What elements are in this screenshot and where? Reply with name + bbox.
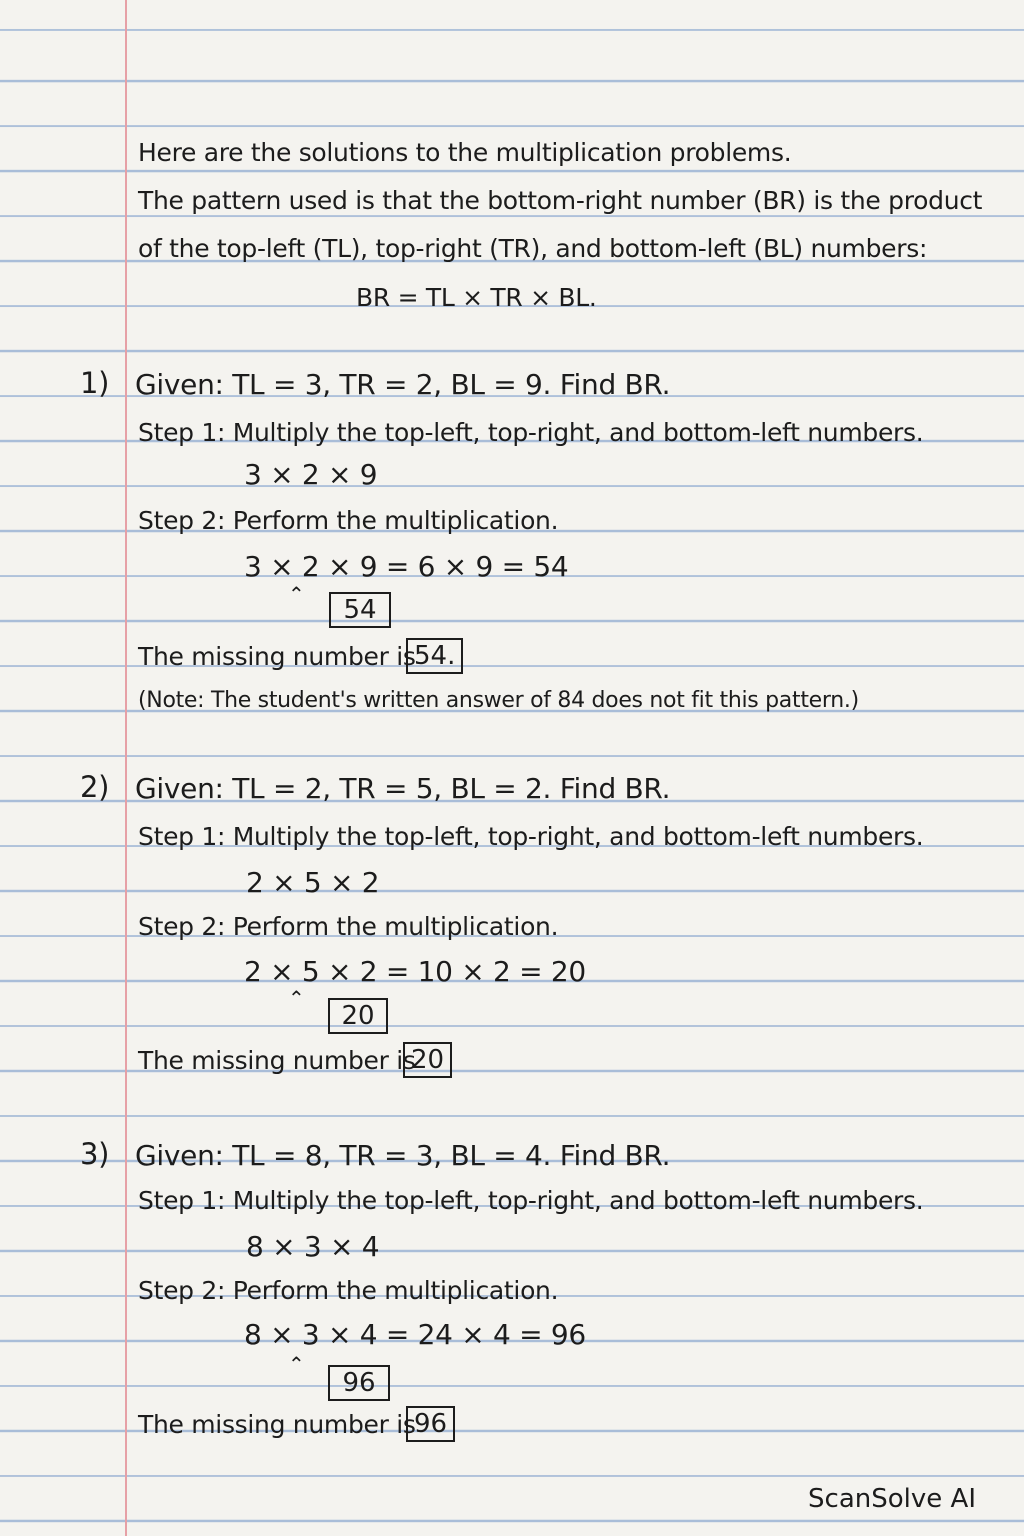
intro-line-1: Here are the solutions to the multiplication problems. — [138, 138, 792, 167]
problem-2-boxed-result: 20 — [328, 998, 388, 1034]
problem-2-answer-label: The missing number is — [138, 1046, 416, 1075]
arrow-mark-icon: ⌃ — [288, 986, 305, 1010]
problem-1-step1: Step 1: Multiply the top-left, top-right, and bottom-left numbers. — [138, 418, 924, 447]
arrow-mark-icon: ⌃ — [288, 582, 305, 606]
problem-3-step1: Step 1: Multiply the top-left, top-right, and bottom-left numbers. — [138, 1186, 924, 1215]
problem-2-step1: Step 1: Multiply the top-left, top-right, and bottom-left numbers. — [138, 822, 924, 851]
problem-3-step2-expr: 8 × 3 × 4 = 24 × 4 = 96 — [244, 1318, 586, 1351]
problem-3-boxed-result: 96 — [328, 1365, 390, 1401]
problem-1-step2: Step 2: Perform the multiplication. — [138, 506, 559, 535]
problem-1-answer-label: The missing number is — [138, 642, 416, 671]
problem-3-given: Given: TL = 8, TR = 3, BL = 4. Find BR. — [135, 1139, 671, 1172]
problem-2-given: Given: TL = 2, TR = 5, BL = 2. Find BR. — [135, 772, 671, 805]
problem-2-number: 2) — [80, 770, 110, 804]
problem-3-answer-box: 96 — [406, 1406, 455, 1442]
problem-2-step2: Step 2: Perform the multiplication. — [138, 912, 559, 941]
arrow-mark-icon: ⌃ — [288, 1352, 305, 1376]
intro-formula: BR = TL × TR × BL. — [356, 283, 597, 312]
problem-1-given: Given: TL = 3, TR = 2, BL = 9. Find BR. — [135, 368, 671, 401]
margin-line — [125, 0, 127, 1536]
problem-1-note: (Note: The student's written answer of 84 does not fit this pattern.) — [138, 688, 859, 713]
problem-2-step1-expr: 2 × 5 × 2 — [246, 866, 380, 899]
problem-1-number: 1) — [80, 366, 110, 400]
problem-3-answer-label: The missing number is — [138, 1410, 416, 1439]
intro-line-3: of the top-left (TL), top-right (TR), and bottom-left (BL) numbers: — [138, 234, 928, 263]
problem-2-answer-box: 20 — [403, 1042, 452, 1078]
problem-1-step2-expr: 3 × 2 × 9 = 6 × 9 = 54 — [244, 550, 569, 583]
intro-line-2: The pattern used is that the bottom-right number (BR) is the product — [138, 186, 983, 215]
problem-3-step2: Step 2: Perform the multiplication. — [138, 1276, 559, 1305]
problem-1-answer-box: 54. — [406, 638, 463, 674]
watermark: ScanSolve AI — [808, 1484, 976, 1514]
problem-1-step1-expr: 3 × 2 × 9 — [244, 458, 378, 491]
problem-3-step1-expr: 8 × 3 × 4 — [246, 1230, 380, 1263]
problem-3-number: 3) — [80, 1137, 110, 1171]
problem-1-boxed-result: 54 — [329, 592, 391, 628]
problem-2-step2-expr: 2 × 5 × 2 = 10 × 2 = 20 — [244, 955, 586, 988]
